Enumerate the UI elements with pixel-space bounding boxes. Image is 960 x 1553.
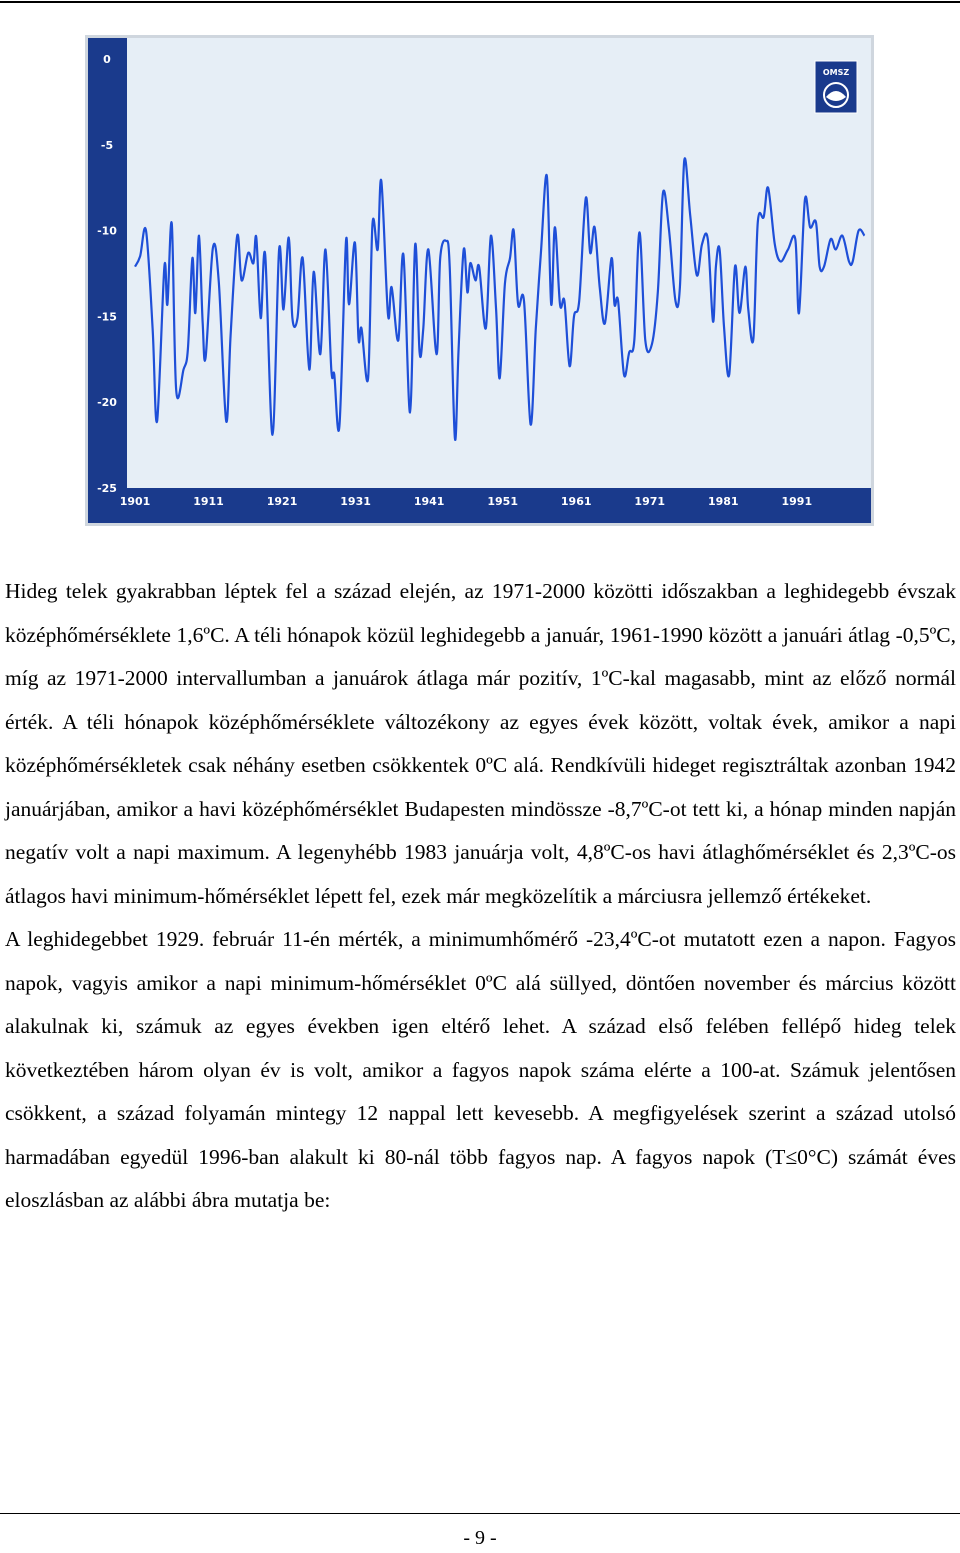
plot-area	[127, 38, 871, 488]
y-tick-label: -5	[100, 138, 114, 152]
x-tick-label: 1971	[634, 495, 666, 508]
temperature-chart-figure	[85, 35, 874, 526]
x-tick-label: 1921	[266, 495, 298, 508]
temperature-line-chart	[85, 35, 874, 526]
x-tick-label: 1951	[487, 495, 518, 508]
y-tick-label: 0	[103, 53, 111, 66]
x-tick-label: 1931	[340, 495, 371, 508]
top-border-rule	[0, 1, 960, 3]
paragraph-2: A leghidegebbet 1929. február 11-én mérték, a minimumhőmérő -23,4ºC-ot mutatott ezen a napon. Fagyos napok, vagyis amikor a napi minimum-hőmérséklet 0ºC alá süllyed, döntően november és március között alakulnak ki, számuk az egyes években igen eltérő lehet. A század első felében fellépő hideg telek következtében három olyan év is volt, amikor a fagyos napok száma elérte a 100-at. Számuk jelentősen csökkent, a század folyamán mintegy 12 nappal lett kevesebb. A megfigyelések szerint a század utolsó harmadában egyedül 1996-ban alakult ki 80-nál több fagyos nap. A fagyos napok (T≤0°C) számát éves eloszlásban az alábbi ábra mutatja be:	[5, 927, 956, 1212]
x-tick-label: 1911	[193, 495, 224, 508]
x-tick-label: 1991	[781, 495, 813, 508]
y-tick-label: -25	[97, 482, 117, 495]
y-tick-label: -10	[97, 224, 117, 238]
x-tick-label: 1901	[119, 495, 151, 508]
x-tick-label: 1981	[707, 495, 739, 508]
x-tick-label: 1941	[413, 495, 445, 508]
footer-rule	[0, 1513, 960, 1514]
body-text	[5, 570, 956, 1223]
paragraph-1: Hideg telek gyakrabban léptek fel a század elején, az 1971-2000 közötti időszakban a leghidegebb évszak középhőmérséklete 1,6ºC. A téli hónapok közül leghidegebb a január, 1961-1990 között a januári átlag -0,5ºC, míg az 1971-2000 intervallumban a januárok átlaga már pozitív, 1ºC-kal magasabb, mint az előző normál érték. A téli hónapok középhőmérséklete változékony az egyes évek között, voltak évek, amikor a napi középhőmérsékletek csak néhány esetben csökkentek 0ºC alá. Rendkívüli hideget regisztráltak azonban 1942 januárjában, amikor a havi középhőmérséklet Budapesten mindössze -8,7ºC-ot tett ki, a hónap minden napján negatív volt a napi maximum. A legenyhébb 1983 januárja volt, 4,8ºC-os havi átlaghőmérséklet és 2,3ºC-os átlagos havi minimum-hőmérséklet lépett fel, ezek már megközelítik a márciusra jellemző értékeket.	[5, 579, 956, 908]
y-tick-label: -15	[97, 310, 117, 324]
omsz-logo-text: OMSZ	[822, 68, 850, 77]
page-number: - 9 -	[463, 1527, 497, 1549]
x-tick-label: 1961	[560, 495, 592, 508]
y-tick-label: -20	[97, 396, 117, 410]
